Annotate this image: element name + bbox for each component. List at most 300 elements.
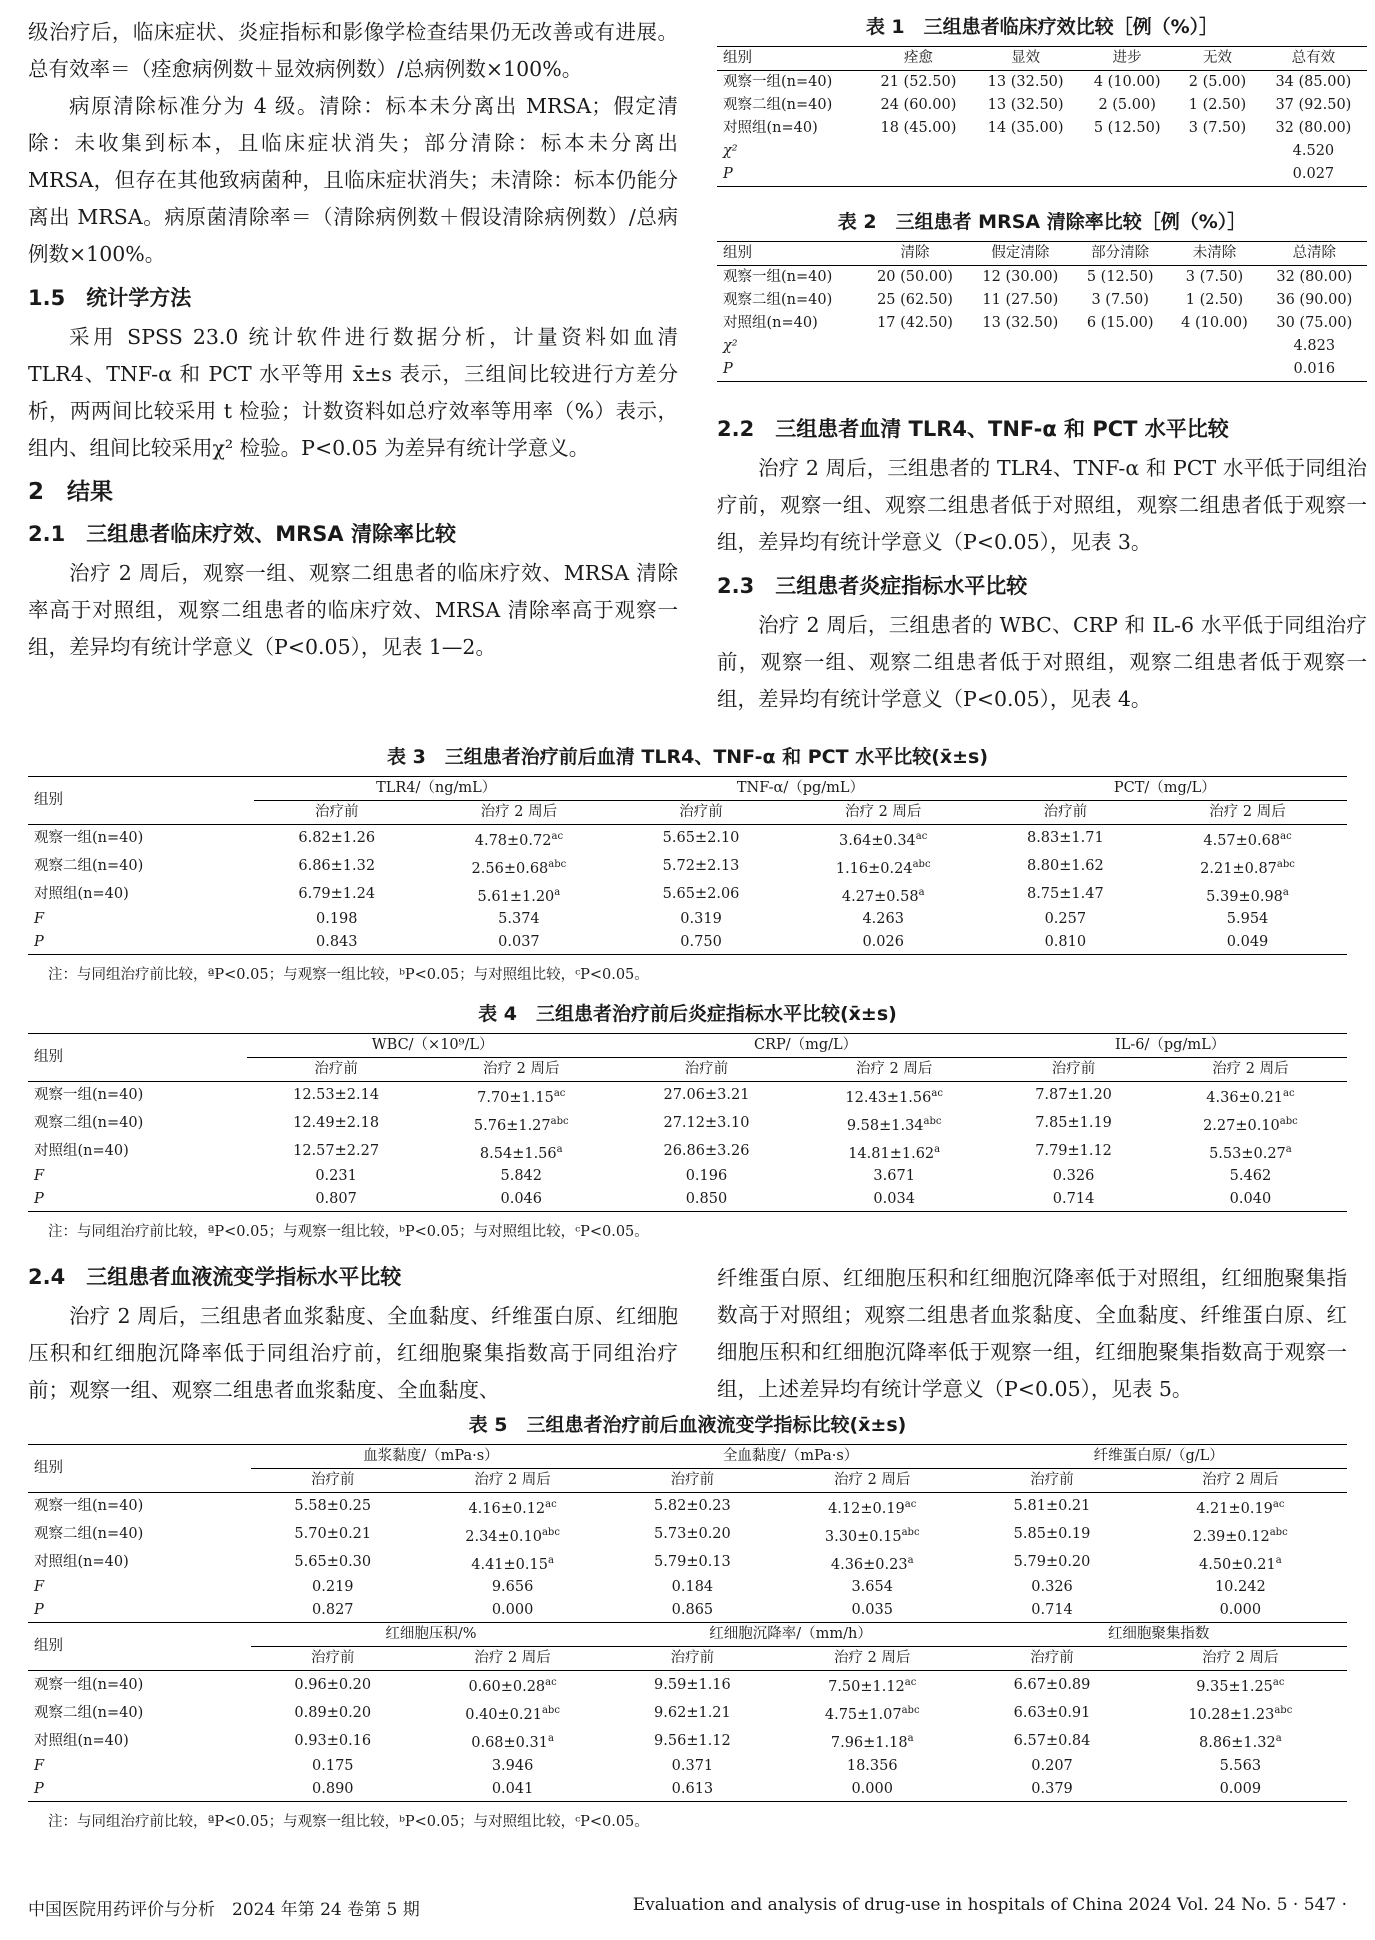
table1-cell: 4 (10.00) [1093, 74, 1161, 90]
table5-value-after-text: 4.16±0.12 [468, 1500, 546, 1517]
table4-value-after [795, 1188, 993, 1212]
table5-value-after [1134, 1755, 1347, 1778]
table5-metric-header: 血浆黏度/（mPa·s） [251, 1445, 611, 1469]
table5-value-after-text: 4.12±0.19 [828, 1500, 905, 1517]
table3-sub-header: 治疗 2 周后 [1148, 801, 1347, 825]
table4-sub-header: 治疗 2 周后 [795, 1058, 993, 1082]
table1-cell: 34 (85.00) [1275, 74, 1352, 90]
table5-value-after-text: 9.35±1.25 [1196, 1679, 1273, 1696]
table1-cell: 18 (45.00) [880, 120, 957, 136]
table5-value-before: 5.85±0.19 [1013, 1526, 1091, 1543]
table3-value-after [1148, 908, 1347, 931]
table5-value-before: 0.184 [671, 1579, 714, 1596]
table5-metric-header: 红细胞压积/% [251, 1623, 611, 1647]
table4-sub-header: 治疗 2 周后 [1154, 1058, 1347, 1082]
table5-value-after-text: 0.009 [1219, 1780, 1262, 1797]
table5-value-after-text: 3.946 [491, 1757, 534, 1774]
table3 [28, 776, 1347, 955]
table3-value-before: 0.198 [315, 911, 358, 928]
table1-cell: 21 (52.50) [880, 74, 957, 90]
table3-value-after [1148, 881, 1347, 909]
table5-value-before: 0.379 [1031, 1780, 1073, 1797]
table5-value-after-text: 7.50±1.12 [828, 1679, 905, 1696]
table3-sub-header: 治疗前 [983, 801, 1148, 825]
table3-value-after-text: 5.954 [1226, 911, 1269, 928]
table5-significance-mark: ac [545, 1499, 557, 1510]
table5-row [28, 1727, 1347, 1755]
table4-sub-header: 治疗前 [618, 1058, 795, 1082]
table5-value-after [1134, 1727, 1347, 1755]
section-2-4 [28, 1260, 1347, 1410]
table5-value-before: 0.175 [312, 1757, 354, 1774]
table1-cell [972, 163, 1079, 187]
table4-value-before: 12.53±2.14 [293, 1087, 380, 1104]
table5-value-after [414, 1521, 610, 1549]
table5-significance-mark: ac [545, 1677, 557, 1689]
table5-value-before: 0.89±0.20 [294, 1704, 372, 1721]
table5-value-after-text: 0.000 [491, 1602, 534, 1619]
table5-value-after [1134, 1599, 1347, 1623]
table4-value-after [1154, 1165, 1347, 1188]
table4-caption: 表 4 三组患者治疗前后炎症指标水平比较(x̄±s) [478, 1003, 897, 1025]
table2-header-cell: 假定清除 [968, 242, 1073, 266]
table1-header-cell: 显效 [972, 47, 1079, 71]
table1-header-cell: 无效 [1175, 47, 1260, 71]
table2-cell [1167, 335, 1261, 358]
table5-value-before: 0.613 [671, 1780, 714, 1797]
table4-significance-mark: ac [553, 1088, 566, 1099]
table1-cell: P [723, 166, 733, 182]
table2-cell [1073, 358, 1167, 382]
table2-cell: χ² [723, 338, 738, 354]
table5-value-before: 5.79±0.20 [1013, 1554, 1091, 1571]
table5-value-after-text: 0.035 [851, 1602, 893, 1619]
table4-value-after-text: 0.046 [500, 1191, 543, 1208]
table5-value-before: 6.67±0.89 [1013, 1676, 1091, 1693]
table3-note: 注：与同组治疗前比较，ªP<0.05；与观察一组比较，ᵇP<0.05；与对照组比较，ᶜP<0.05。 [48, 967, 649, 984]
table4-metric-header: CRP/（mg/L） [618, 1034, 993, 1058]
paragraph-clearance-criteria: 病原清除标准分为 4 级。清除：标本未分离出 MRSA；假定清除：未收集到标本，且临床症状消失；部分清除：标本未分离出 MRSA，但存在其他致病菌种，且临床症状消失；未清除：标本仍能分离出 MRSA。病原菌清除率＝（清除病例数＋假设清除病例数）/总病例数×100%。 [28, 94, 678, 266]
table1-cell: 5 (12.50) [1093, 120, 1161, 136]
table5-value-after-text: 4.41±0.15 [471, 1556, 548, 1573]
table5-sub-header: 治疗前 [251, 1469, 414, 1493]
table5-group-cell: P [34, 1602, 44, 1619]
table4-value-after-text: 5.462 [1229, 1168, 1272, 1185]
table4-value-after-text: 0.040 [1229, 1191, 1272, 1208]
table2-cell: 30 (75.00) [1276, 315, 1353, 331]
table1-header-cell: 总有效 [1260, 47, 1367, 71]
table5-value-after [774, 1727, 970, 1755]
table4-value-before: 0.196 [685, 1168, 728, 1185]
table4-value-after [795, 1165, 993, 1188]
table4-value-after-text: 4.36±0.21 [1206, 1089, 1283, 1106]
table1-cell: 14 (35.00) [987, 120, 1064, 136]
table2-cell: 36 (90.00) [1276, 292, 1353, 308]
table5-value-after [774, 1576, 970, 1599]
table4-value-after [425, 1165, 618, 1188]
table5-value-after-text: 0.000 [851, 1780, 893, 1797]
table3-value-after-text: 4.57±0.68 [1203, 832, 1281, 849]
table3-sub-header: 治疗 2 周后 [784, 801, 983, 825]
table2-cell: 20 (50.00) [877, 269, 953, 285]
table1-header-cell: 进步 [1079, 47, 1175, 71]
table1-row [717, 94, 1367, 117]
heading-2-3: 2.3 三组患者炎症指标水平比较 [717, 574, 1028, 598]
table5-value-after [414, 1576, 610, 1599]
table3-value-before: 0.319 [680, 911, 722, 928]
table5-value-after-text: 10.28±1.23 [1188, 1707, 1275, 1724]
table5-value-before: 0.827 [312, 1602, 354, 1619]
table1-cell: 4.520 [1292, 143, 1335, 159]
table4-row [28, 1110, 1347, 1138]
table4-value-after [1154, 1138, 1347, 1166]
paragraph-2-4-left: 治疗 2 周后，三组患者血浆黏度、全血黏度、纤维蛋白原、红细胞压积和红细胞沉降率低于同组治疗前，红细胞聚集指数高于同组治疗前；观察一组、观察二组患者血浆黏度、全血黏度、 [28, 1304, 678, 1402]
table5-value-before: 0.714 [1031, 1602, 1073, 1619]
table5-sub-header: 治疗 2 周后 [1134, 1647, 1347, 1671]
table5 [28, 1444, 1347, 1802]
table4-value-after-text: 14.81±1.62 [848, 1145, 935, 1162]
table2-cell: 13 (32.50) [982, 315, 1059, 331]
table5-value-after [414, 1599, 610, 1623]
paragraph-2-2: 治疗 2 周后，三组患者的 TLR4、TNF-α 和 PCT 水平低于同组治疗前，观察一组、观察二组患者低于对照组，观察二组患者低于观察一组，差异均有统计学意义（P<0.05），见表 3。 [717, 456, 1367, 554]
table5-value-after [1134, 1778, 1347, 1802]
table3-value-before: 6.79±1.24 [298, 886, 376, 903]
table2-cell [1167, 358, 1261, 382]
table2-cell: P [723, 361, 733, 377]
table4-value-before: 7.79±1.12 [1035, 1143, 1112, 1160]
table5-significance-mark: abc [1269, 1526, 1288, 1538]
table5-value-before: 5.65±0.30 [294, 1554, 372, 1571]
table2-cell [862, 335, 967, 358]
table3-caption: 表 3 三组患者治疗前后血清 TLR4、TNF-α 和 PCT 水平比较(x̄±s) [386, 746, 989, 768]
table5-value-after [1134, 1521, 1347, 1549]
table3-row [28, 931, 1347, 955]
table3-group-cell: 观察二组(n=40) [34, 858, 144, 875]
table2-cell: 6 (15.00) [1086, 315, 1154, 331]
table2-row [717, 312, 1367, 335]
table4-row [28, 1165, 1347, 1188]
paragraph-2-3: 治疗 2 周后，三组患者的 WBC、CRP 和 IL-6 水平低于同组治疗前，观察一组、观察二组患者低于对照组，观察二组患者低于观察一组，差异均有统计学意义（P<0.05），见表 4。 [717, 613, 1367, 711]
table5-significance-mark: abc [1274, 1705, 1293, 1717]
table5-value-after [774, 1521, 970, 1549]
table4-value-before: 0.231 [315, 1168, 357, 1185]
table5-group-cell: 观察二组(n=40) [34, 1526, 144, 1543]
table3-metric-row [28, 777, 1347, 801]
table1-cell: 32 (80.00) [1275, 120, 1352, 136]
table5-sub-header: 治疗 2 周后 [1134, 1469, 1347, 1493]
table3-row [28, 908, 1347, 931]
table3-significance-mark: ac [1280, 831, 1292, 842]
table5-row [28, 1778, 1347, 1802]
table2-header-cell: 清除 [862, 242, 967, 266]
table5-group-cell: 对照组(n=40) [34, 1554, 129, 1571]
table4-value-after [425, 1082, 618, 1110]
table5-row [28, 1671, 1347, 1699]
table3-metric-header: TLR4/（ng/mL） [254, 777, 618, 801]
table2-row [717, 358, 1367, 382]
table3-value-after-text: 0.037 [498, 934, 540, 951]
table5-significance-mark: a [547, 1733, 554, 1745]
table3-value-before: 6.86±1.32 [298, 858, 376, 875]
table1-header-row [717, 47, 1367, 71]
table2-cell: 12 (30.00) [982, 269, 1059, 285]
table4-value-before: 26.86±3.26 [663, 1143, 750, 1160]
table4-sub-header: 治疗前 [993, 1058, 1154, 1082]
table5-group-cell: F [34, 1757, 45, 1774]
table3-metric-header: PCT/（mg/L） [983, 777, 1347, 801]
table5-value-before: 0.326 [1031, 1579, 1073, 1596]
table2-cell: 观察一组(n=40) [723, 269, 833, 285]
table5-value-after-text: 0.60±0.28 [468, 1679, 546, 1696]
table1-cell: 13 (32.50) [987, 97, 1064, 113]
table5-group-cell: 观察一组(n=40) [34, 1498, 144, 1515]
table5-row [28, 1493, 1347, 1521]
table3-block [28, 744, 1347, 984]
table5-value-before: 9.62±1.21 [654, 1704, 731, 1721]
table4-value-after [425, 1188, 618, 1212]
table5-value-after-text: 18.356 [846, 1757, 898, 1774]
table4-value-after [425, 1138, 618, 1166]
table3-value-after-text: 0.049 [1226, 934, 1269, 951]
table3-value-after [419, 931, 618, 955]
table4-group-header: 组别 [28, 1034, 247, 1082]
table1-cell: 2 (5.00) [1188, 74, 1247, 90]
table4-group-cell: F [34, 1168, 45, 1185]
table5-value-after [774, 1493, 970, 1521]
table5-sub-header: 治疗 2 周后 [414, 1469, 610, 1493]
table5-group-header: 组别 [28, 1445, 251, 1493]
table3-sub-header: 治疗 2 周后 [419, 801, 618, 825]
table5-value-before: 0.890 [312, 1780, 354, 1797]
table3-significance-mark: ac [915, 831, 928, 842]
table3-value-after [784, 825, 983, 853]
table5-value-after [414, 1778, 610, 1802]
table4-value-after [795, 1082, 993, 1110]
table4-block [28, 1001, 1347, 1241]
table3-value-after [419, 881, 618, 909]
table5-value-after-text: 4.50±0.21 [1198, 1556, 1276, 1573]
table4-value-after [795, 1110, 993, 1138]
table1-cell [1079, 140, 1175, 163]
table2-cell: 3 (7.50) [1091, 292, 1149, 308]
table4-value-after [425, 1110, 618, 1138]
table5-value-after [774, 1778, 970, 1802]
table5-metric-row [28, 1623, 1347, 1647]
table5-value-before: 0.96±0.20 [294, 1676, 372, 1693]
table2-cell [968, 335, 1073, 358]
table5-significance-mark: a [547, 1554, 554, 1566]
table4-group-cell: P [34, 1191, 44, 1208]
table4-value-before: 27.06±3.21 [663, 1087, 750, 1104]
table2-header-cell: 总清除 [1262, 242, 1367, 266]
table3-value-after [419, 908, 618, 931]
table5-value-after-text: 10.242 [1214, 1579, 1266, 1596]
table5-group-cell: 观察一组(n=40) [34, 1676, 144, 1693]
table5-value-after-text: 2.34±0.10 [465, 1528, 542, 1545]
table2-cell: 32 (80.00) [1276, 269, 1353, 285]
table4-value-before: 7.85±1.19 [1035, 1115, 1112, 1132]
table5-value-after-text: 2.39±0.12 [1192, 1528, 1270, 1545]
table2-row [717, 335, 1367, 358]
table5-value-before: 0.371 [671, 1757, 714, 1774]
table3-value-after-text: 4.263 [862, 911, 904, 928]
table4-value-after-text: 5.53±0.27 [1209, 1145, 1286, 1162]
table3-value-after [1148, 825, 1347, 853]
table5-significance-mark: abc [541, 1705, 560, 1717]
table5-sub-header: 治疗 2 周后 [774, 1647, 970, 1671]
table5-value-after [774, 1755, 970, 1778]
table5-row [28, 1549, 1347, 1577]
table5-significance-mark: a [907, 1733, 914, 1745]
footer-journal-cn: 中国医院用药评价与分析 2024 年第 24 卷第 5 期 [28, 1900, 420, 1920]
paragraph-2-4-right: 纤维蛋白原、红细胞压积和红细胞沉降率低于对照组，红细胞聚集指数高于对照组；观察二组患者血浆黏度、全血黏度、纤维蛋白原、红细胞压积和红细胞沉降率低于观察一组，红细胞聚集指数高于观察一组，上述差异均有统计学意义（P<0.05），见表 5。 [717, 1266, 1347, 1401]
table4-value-after-text: 9.58±1.34 [846, 1117, 924, 1134]
table5-value-before: 0.207 [1031, 1757, 1073, 1774]
table1-row [717, 163, 1367, 187]
table3-value-after [784, 931, 983, 955]
table1-cell [972, 140, 1079, 163]
table5-value-before: 9.56±1.12 [654, 1732, 731, 1749]
table5-metric-header: 红细胞沉降率/（mm/h） [611, 1623, 971, 1647]
table5-value-before: 5.70±0.21 [294, 1526, 372, 1543]
table5-value-after [1134, 1549, 1347, 1577]
table1-caption: 表 1 三组患者临床疗效比较［例（%）］ [865, 16, 1219, 38]
table4-note: 注：与同组治疗前比较，ªP<0.05；与观察一组比较，ᵇP<0.05；与对照组比较，ᶜP<0.05。 [48, 1224, 649, 1241]
table4-metric-row [28, 1034, 1347, 1058]
table4-value-after-text: 12.43±1.56 [845, 1089, 932, 1106]
table4-value-before: 0.326 [1052, 1168, 1095, 1185]
table1-cell [1079, 163, 1175, 187]
table1-cell: 2 (5.00) [1098, 97, 1156, 113]
heading-2: 2 结果 [28, 479, 114, 505]
table5-value-before: 5.73±0.20 [654, 1526, 731, 1543]
paragraph-statistics: 采用 SPSS 23.0 统计软件进行数据分析，计量资料如血清 TLR4、TNF-α 和 PCT 水平等用 x̄±s 表示，三组间比较进行方差分析，两两间比较采用 t 检验；计数资料如总疗效率等用率（%）表示，组内、组间比较采用χ² 检验。P<0.05 为差异有统计学意义。 [28, 325, 678, 460]
table5-group-cell: P [34, 1780, 44, 1797]
table5-sub-header: 治疗前 [970, 1647, 1133, 1671]
table5-value-before: 9.59±1.16 [654, 1676, 731, 1693]
table3-value-before: 6.82±1.26 [298, 830, 376, 847]
table4-value-after-text: 3.671 [873, 1168, 915, 1185]
table2-cell: 11 (27.50) [982, 292, 1059, 308]
table3-group-header: 组别 [28, 777, 254, 825]
table2-cell: 17 (42.50) [877, 315, 953, 331]
table5-sub-header: 治疗前 [611, 1647, 774, 1671]
table5-group-cell: 观察二组(n=40) [34, 1704, 144, 1721]
page-footer [28, 1895, 1347, 1920]
table3-significance-mark: ac [551, 831, 564, 842]
table5-value-after-text: 7.96±1.18 [830, 1734, 908, 1751]
table5-value-before: 5.82±0.23 [654, 1498, 731, 1515]
table1-cell: 37 (92.50) [1275, 97, 1352, 113]
table5-row [28, 1576, 1347, 1599]
table5-value-before: 6.57±0.84 [1013, 1732, 1091, 1749]
table5-value-after-text: 4.21±0.19 [1196, 1500, 1273, 1517]
table4-value-after-text: 0.034 [873, 1191, 915, 1208]
table2 [717, 241, 1367, 382]
table3-value-before: 5.72±2.13 [662, 858, 740, 875]
table5-value-after-text: 0.041 [491, 1780, 534, 1797]
table4-value-after-text: 8.54±1.56 [479, 1145, 557, 1162]
table3-significance-mark: abc [548, 858, 567, 870]
table4-sub-header: 治疗前 [247, 1058, 424, 1082]
table4-group-cell: 对照组(n=40) [34, 1143, 129, 1160]
table2-cell: 观察二组(n=40) [723, 292, 833, 308]
table4-sub-header: 治疗 2 周后 [425, 1058, 618, 1082]
table3-value-after [784, 908, 983, 931]
table2-cell [968, 358, 1073, 382]
table3-value-before: 0.257 [1044, 911, 1087, 928]
table5-value-after-text: 0.000 [1219, 1602, 1262, 1619]
table5-sub-header: 治疗前 [970, 1469, 1133, 1493]
table5-value-after [1134, 1493, 1347, 1521]
table5-value-after [774, 1699, 970, 1727]
table3-value-after-text: 1.16±0.24 [835, 860, 913, 877]
table3-value-after-text: 5.374 [498, 911, 540, 928]
left-column [28, 14, 678, 666]
table5-value-before: 0.865 [671, 1602, 714, 1619]
heading-2-2: 2.2 三组患者血清 TLR4、TNF-α 和 PCT 水平比较 [717, 417, 1229, 441]
footer-journal-en: Evaluation and analysis of drug-use in hospitals of China 2024 Vol. 24 No. 5 · 547 · [632, 1895, 1347, 1915]
table2-cell: 0.016 [1293, 361, 1336, 377]
table5-value-after-text: 0.40±0.21 [465, 1707, 542, 1724]
heading-2-1: 2.1 三组患者临床疗效、MRSA 清除率比较 [28, 522, 456, 546]
table5-significance-mark: a [1275, 1733, 1282, 1745]
table4-value-after [1154, 1082, 1347, 1110]
table5-group-cell: 对照组(n=40) [34, 1732, 129, 1749]
right-column [717, 14, 1367, 718]
table1-row [717, 117, 1367, 140]
table5-significance-mark: abc [901, 1526, 920, 1538]
table5-value-after [414, 1549, 610, 1577]
table3-sub-header: 治疗前 [618, 801, 783, 825]
table5-group-header: 组别 [28, 1623, 251, 1671]
table3-value-before: 5.65±2.10 [662, 830, 740, 847]
table3-metric-header: TNF-α/（pg/mL） [618, 777, 982, 801]
table2-header-cell: 未清除 [1167, 242, 1261, 266]
table5-sub-header: 治疗 2 周后 [414, 1647, 610, 1671]
table3-value-before: 0.750 [680, 934, 722, 951]
table4-value-before: 0.850 [685, 1191, 728, 1208]
table5-metric-header: 纤维蛋白原/（g/L） [970, 1445, 1347, 1469]
table3-group-cell: 对照组(n=40) [34, 886, 129, 903]
table1-cell: 24 (60.00) [880, 97, 957, 113]
paragraph-efficacy-end: 级治疗后，临床症状、炎症指标和影像学检查结果仍无改善或有进展。总有效率＝（痊愈病例数＋显效病例数）/总病例数×100%。 [28, 20, 678, 81]
table4-row [28, 1188, 1347, 1212]
table4-value-before: 12.57±2.27 [293, 1143, 380, 1160]
table5-value-after [774, 1549, 970, 1577]
table4-significance-mark: abc [550, 1115, 569, 1127]
table3-value-after [419, 853, 618, 881]
paragraph-2-1: 治疗 2 周后，观察一组、观察二组患者的临床疗效、MRSA 清除率高于对照组，观察二组患者的临床疗效、MRSA 清除率高于观察一组，差异均有统计学意义（P<0.05），见表 1—2。 [28, 561, 678, 659]
table5-value-after-text: 3.30±0.15 [824, 1528, 902, 1545]
table1-cell [865, 140, 972, 163]
table5-significance-mark: abc [901, 1705, 920, 1717]
table3-row [28, 853, 1347, 881]
table2-header-cell: 组别 [717, 242, 862, 266]
table5-metric-header: 全血黏度/（mPa·s） [611, 1445, 971, 1469]
table2-cell: 4.823 [1293, 338, 1336, 354]
table5-significance-mark: a [1275, 1554, 1282, 1566]
table5-significance-mark: ac [1272, 1499, 1285, 1510]
table1-cell [1175, 140, 1260, 163]
table5-block [28, 1412, 1347, 1831]
table1-cell: 观察二组(n=40) [723, 97, 833, 113]
table3-significance-mark: a [1282, 886, 1289, 898]
table1-row [717, 140, 1367, 163]
table3-value-after [1148, 853, 1347, 881]
table1-cell: 13 (32.50) [987, 74, 1064, 90]
table2-cell: 4 (10.00) [1181, 315, 1248, 331]
